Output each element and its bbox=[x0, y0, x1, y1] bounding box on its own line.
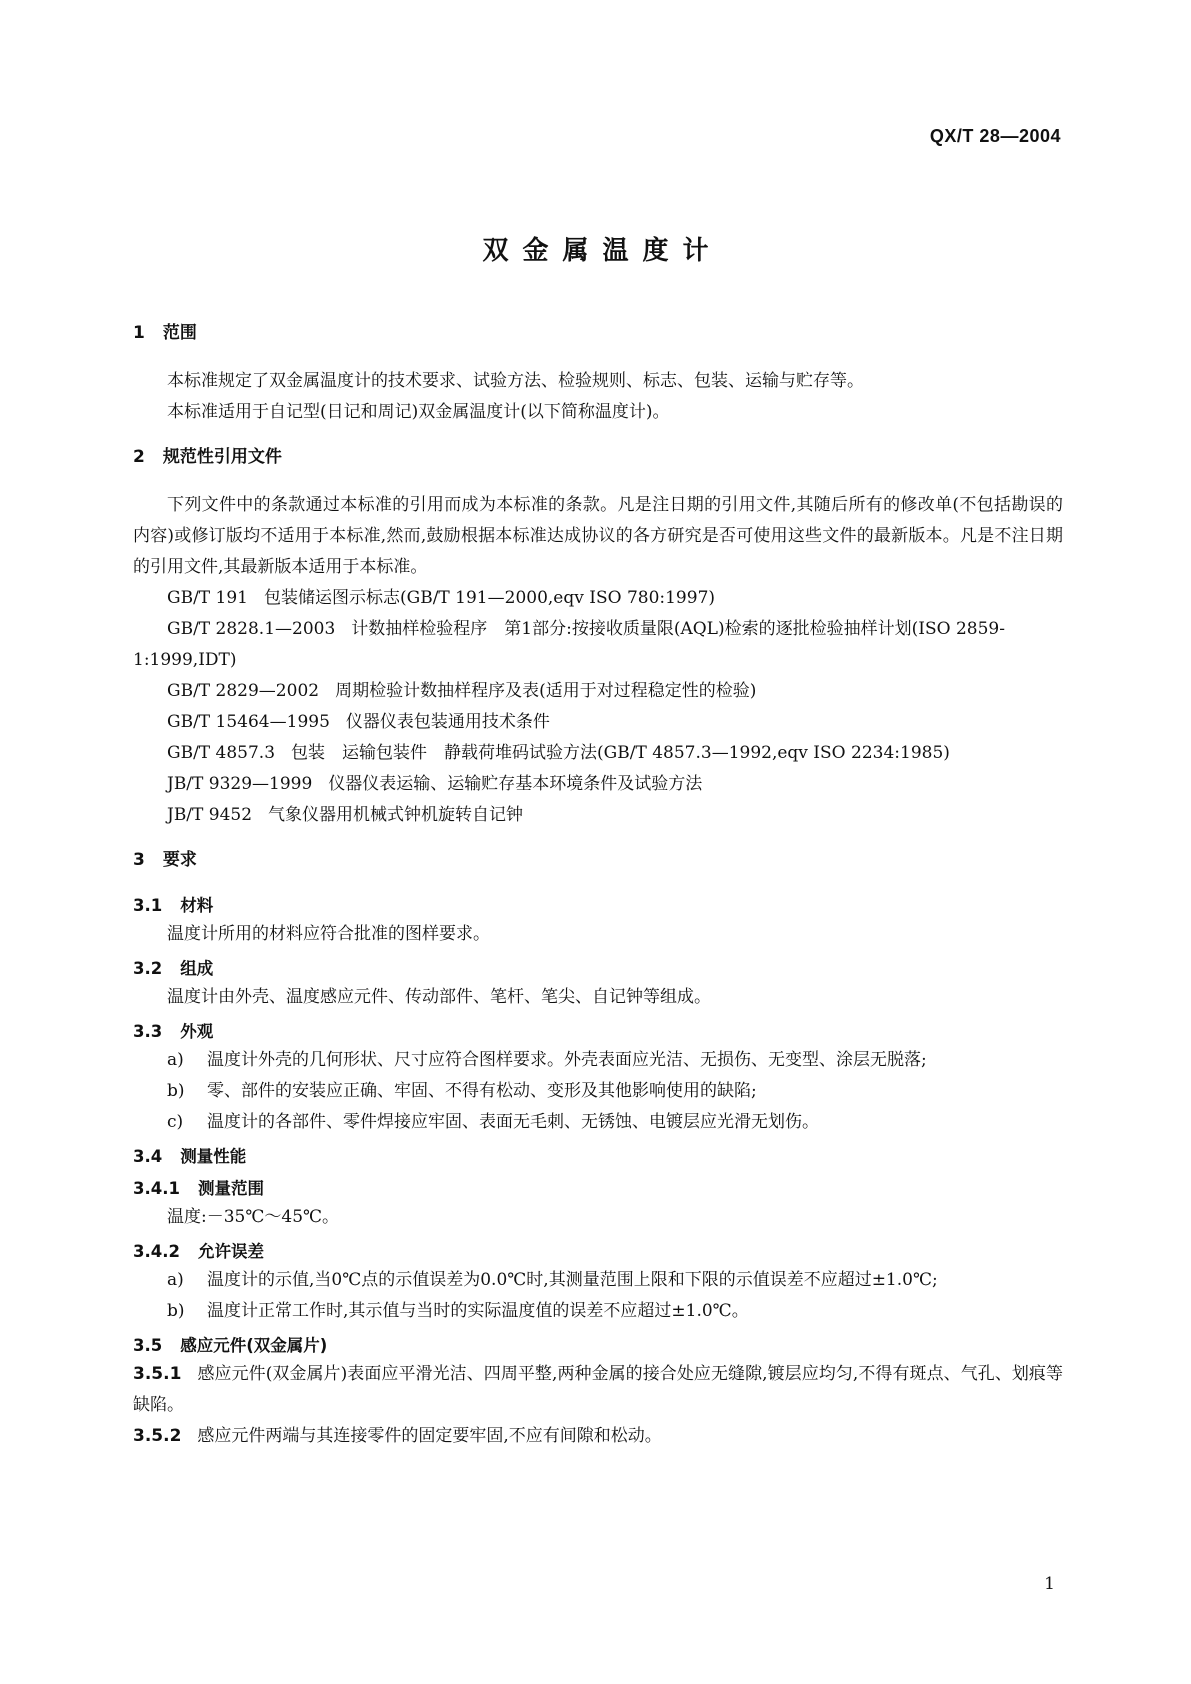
reference-title: 气象仪器用机械式钟机旋转自记钟 bbox=[268, 805, 524, 825]
reference-code: GB/T 2828.1—2003 bbox=[167, 619, 336, 639]
reference-code: GB/T 191 bbox=[167, 588, 248, 608]
paragraph: 本标准适用于自记型(日记和周记)双金属温度计(以下简称温度计)。 bbox=[167, 402, 670, 422]
list-marker: a) bbox=[167, 1270, 184, 1290]
subsection-number: 3.4.1 bbox=[133, 1179, 180, 1198]
list-marker: a) bbox=[167, 1050, 184, 1070]
reference-title: 计数抽样检验程序 第1部分:按接收质量限(AQL)检索的逐批检验抽样计划(ISO 2859-1:1999,IDT) bbox=[133, 619, 1005, 670]
clause-number: 3.5.1 bbox=[133, 1364, 182, 1384]
reference-item bbox=[133, 800, 1063, 831]
reference-title: 包装 运输包装件 静载荷堆码试验方法(GB/T 4857.3—1992,eqv ISO 2234:1985) bbox=[291, 743, 950, 763]
paragraph: 温度计由外壳、温度感应元件、传动部件、笔杆、笔尖、自记钟等组成。 bbox=[167, 987, 711, 1007]
section-number: 3 bbox=[133, 850, 145, 870]
subsection-number: 3.4 bbox=[133, 1147, 163, 1166]
standard-code: QX/T 28—2004 bbox=[929, 126, 1061, 146]
subsection-title: 允许误差 bbox=[197, 1242, 264, 1261]
list-item bbox=[133, 1296, 1063, 1327]
reference-item bbox=[133, 676, 1063, 707]
reference-code: GB/T 15464—1995 bbox=[167, 712, 330, 732]
paragraph: 本标准规定了双金属温度计的技术要求、试验方法、检验规则、标志、包装、运输与贮存等。 bbox=[167, 371, 864, 391]
subsection-number: 3.2 bbox=[133, 959, 163, 978]
section-title: 范围 bbox=[162, 323, 197, 343]
document-body bbox=[133, 320, 1063, 1452]
paragraph: 下列文件中的条款通过本标准的引用而成为本标准的条款。凡是注日期的引用文件,其随后所有的修改单(不包括勘误的内容)或修订版均不适用于本标准,然而,鼓励根据本标准达成协议的各方研究是否可使用这些文件的最新版本。凡是不注日期的引用文件,其最新版本适用于本标准。 bbox=[133, 495, 1063, 577]
list-item bbox=[133, 1045, 1063, 1076]
subsection-3-5-heading bbox=[133, 1333, 1063, 1359]
clause-3-5-2 bbox=[133, 1421, 1063, 1452]
reference-title: 周期检验计数抽样程序及表(适用于对过程稳定性的检验) bbox=[335, 681, 757, 701]
subsection-number: 3.4.2 bbox=[133, 1242, 180, 1261]
paragraph: 温度:－35℃～45℃。 bbox=[167, 1207, 340, 1227]
paragraph: 温度计所用的材料应符合批准的图样要求。 bbox=[167, 924, 490, 944]
section-title: 要求 bbox=[162, 850, 197, 870]
reference-title: 仪器仪表包装通用技术条件 bbox=[345, 712, 550, 732]
subsection-number: 3.1 bbox=[133, 896, 163, 915]
section-title: 规范性引用文件 bbox=[162, 447, 282, 467]
subsection-title: 材料 bbox=[180, 896, 214, 915]
clause-3-5-1 bbox=[133, 1359, 1063, 1421]
subsection-3-4-2-heading bbox=[133, 1239, 1063, 1265]
subsection-number: 3.5 bbox=[133, 1336, 163, 1355]
section-1-heading bbox=[133, 320, 1063, 346]
list-text: 温度计的示值,当0℃点的示值误差为0.0℃时,其测量范围上限和下限的示值误差不应超过±1.0℃; bbox=[207, 1270, 938, 1290]
reference-item bbox=[133, 738, 1063, 769]
clause-number: 3.5.2 bbox=[133, 1426, 182, 1446]
subsection-title: 测量性能 bbox=[180, 1147, 247, 1166]
reference-code: GB/T 4857.3 bbox=[167, 743, 276, 763]
clause-text: 感应元件(双金属片)表面应平滑光洁、四周平整,两种金属的接合处应无缝隙,镀层应均匀,不得有斑点、气孔、划痕等缺陷。 bbox=[133, 1364, 1063, 1415]
reference-item bbox=[133, 614, 1063, 676]
subsection-title: 感应元件(双金属片) bbox=[180, 1336, 328, 1355]
list-text: 零、部件的安装应正确、牢固、不得有松动、变形及其他影响使用的缺陷; bbox=[207, 1081, 757, 1101]
document-title: 双金属温度计 bbox=[482, 236, 723, 266]
subsection-title: 外观 bbox=[180, 1022, 214, 1041]
subsection-3-3-heading bbox=[133, 1019, 1063, 1045]
section-number: 1 bbox=[133, 323, 145, 343]
subsection-3-2-heading bbox=[133, 956, 1063, 982]
clause-text: 感应元件两端与其连接零件的固定要牢固,不应有间隙和松动。 bbox=[197, 1426, 662, 1446]
list-text: 温度计外壳的几何形状、尺寸应符合图样要求。外壳表面应光洁、无损伤、无变型、涂层无脱落; bbox=[207, 1050, 927, 1070]
subsection-title: 组成 bbox=[180, 959, 214, 978]
list-marker: c) bbox=[167, 1112, 184, 1132]
reference-code: JB/T 9329—1999 bbox=[167, 774, 313, 794]
list-item bbox=[133, 1265, 1063, 1296]
subsection-3-1-heading bbox=[133, 893, 1063, 919]
list-marker: b) bbox=[167, 1301, 185, 1321]
subsection-title: 测量范围 bbox=[197, 1179, 264, 1198]
list-text: 温度计的各部件、零件焊接应牢固、表面无毛刺、无锈蚀、电镀层应光滑无划伤。 bbox=[207, 1112, 819, 1132]
section-3-heading bbox=[133, 847, 1063, 873]
subsection-3-4-heading bbox=[133, 1144, 1063, 1170]
page-number: 1 bbox=[1044, 1574, 1055, 1594]
subsection-number: 3.3 bbox=[133, 1022, 163, 1041]
reference-item bbox=[133, 707, 1063, 738]
section-2-heading bbox=[133, 444, 1063, 470]
section-number: 2 bbox=[133, 447, 145, 467]
reference-title: 包装储运图示标志(GB/T 191—2000,eqv ISO 780:1997) bbox=[264, 588, 716, 608]
list-marker: b) bbox=[167, 1081, 185, 1101]
reference-code: JB/T 9452 bbox=[167, 805, 253, 825]
list-item bbox=[133, 1107, 1063, 1138]
list-item bbox=[133, 1076, 1063, 1107]
reference-code: GB/T 2829—2002 bbox=[167, 681, 320, 701]
reference-item bbox=[133, 769, 1063, 800]
reference-title: 仪器仪表运输、运输贮存基本环境条件及试验方法 bbox=[328, 774, 703, 794]
reference-item bbox=[133, 583, 1063, 614]
list-text: 温度计正常工作时,其示值与当时的实际温度值的误差不应超过±1.0℃。 bbox=[207, 1301, 749, 1321]
subsection-3-4-1-heading bbox=[133, 1176, 1063, 1202]
